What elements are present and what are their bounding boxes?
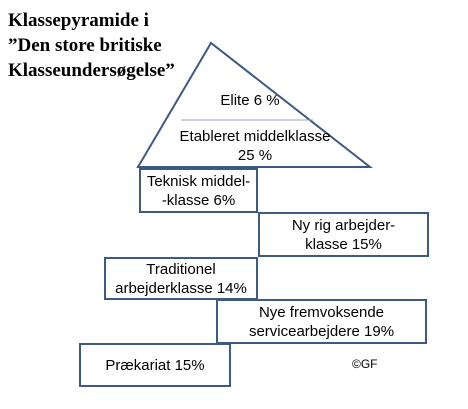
title-line-1: Klassepyramide i [8,10,149,31]
box-teknisk-middelklasse: Teknisk middel- -klasse 6% [139,168,258,213]
etableret-line-2: 25 % [237,147,273,164]
box-nye-servicearbejdere: Nye fremvoksende servicearbejdere 19% [216,299,427,344]
etableret-line-1: Etableret middelklasse [179,128,331,145]
title-line-3: Klasseundersøgelse” [8,60,175,81]
etableret-label [160,127,350,165]
box-ny-rig-arbejderklasse: Ny rig arbejder- klasse 15% [258,212,429,257]
elite-label: Elite 6 % [220,92,280,109]
title-line-2: ”Den store britiske [8,35,162,56]
box-traditionel-arbejderklasse: Traditionel arbejderklasse 14% [104,257,258,300]
box-praekariat: Prækariat 15% [79,343,231,387]
copyright-text: ©GF [352,357,378,371]
